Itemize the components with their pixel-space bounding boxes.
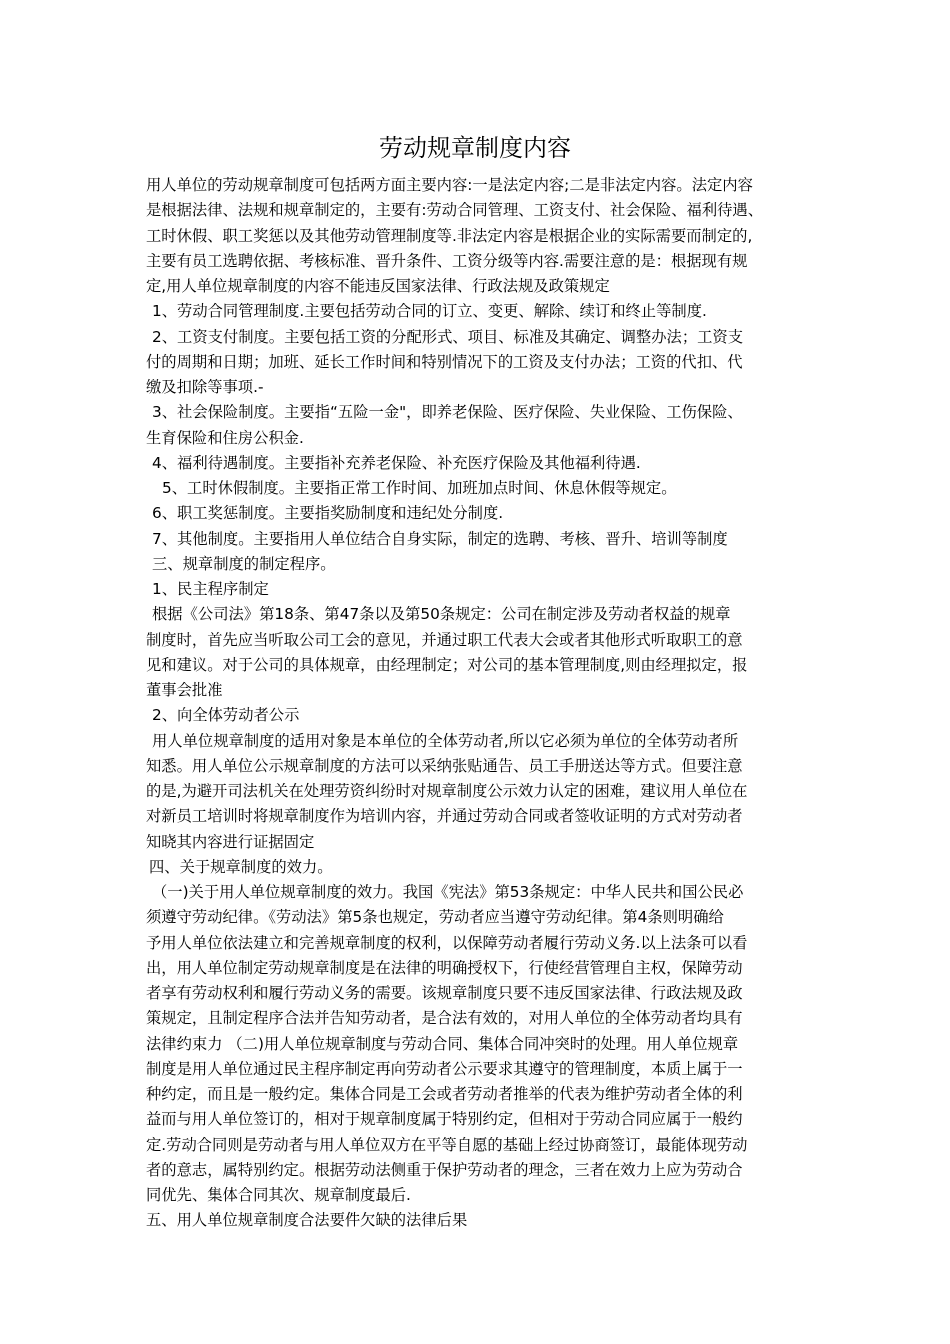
- text-line: 是根据法律、法规和规章制定的，主要有:劳动合同管理、工资支付、社会保险、福利待遇、: [146, 201, 764, 220]
- text-line: 出，用人单位制定劳动规章制度是在法律的明确授权下，行使经营管理自主权，保障劳动: [146, 958, 743, 977]
- text-line: [146, 1234, 816, 1259]
- text-line: 知悉。用人单位公示规章制度的方法可以采纳张贴通告、员工手册送达等方式。但要注意: [146, 756, 743, 775]
- text-line: 制度时，首先应当听取公司工会的意见，并通过职工代表大会或者其他形式听取职工的意: [146, 630, 743, 649]
- text-line: 根据《公司法》第18条、第47条以及第50条规定：公司在制定涉及劳动者权益的规章: [152, 605, 731, 624]
- text-line: 种约定，而且是一般约定。集体合同是工会或者劳动者推举的代表为维护劳动者全体的利: [146, 1085, 743, 1103]
- text-line: 6、职工奖惩制度。主要指奖励制度和违纪处分制度.: [152, 504, 504, 523]
- text-line: 2、工资支付制度。主要包括工资的分配形式、项目、标准及其确定、调整办法；工资支: [152, 327, 744, 346]
- text-line: 定.劳动合同则是劳动者与用人单位双方在平等自愿的基础上经过协商签订，最能体现劳动: [146, 1135, 748, 1154]
- text-line: 同优先、集体合同其次、规章制度最后.: [146, 1186, 411, 1204]
- text-line: 对新员工培训时将规章制度作为培训内容，并通过劳动合同或者签收证明的方式对劳动者: [146, 807, 743, 826]
- text-line: 五、用人单位规章制度合法要件欠缺的法律后果: [146, 1211, 468, 1230]
- text-line: 1、民主程序制定: [152, 580, 269, 598]
- text-line: 三、规章制度的制定程序。: [152, 554, 336, 573]
- text-line: 四、关于规章制度的效力。: [149, 857, 333, 876]
- text-line: 生育保险和住房公积金.: [146, 428, 304, 447]
- text-line: 定,用人单位规章制度的内容不能违反国家法律、行政法规及政策规定: [146, 277, 610, 295]
- text-line: 董事会批准: [146, 681, 223, 699]
- text-line: 2、向全体劳动者公示: [152, 706, 300, 725]
- text-line: 3、社会保险制度。主要指“五险一金"，即养老保险、医疗保险、失业保险、工伤保险、: [152, 403, 743, 422]
- text-line: 的是,为避开司法机关在处理劳资纠纷时对规章制度公示效力认定的困难，建议用人单位在: [146, 782, 748, 800]
- text-line: 1、劳动合同管理制度.主要包括劳动合同的订立、变更、解除、续订和终止等制度.: [152, 302, 707, 321]
- text-line: 用人单位的劳动规章制度可包括两方面主要内容:一是法定内容;二是非法定内容。法定内容: [146, 176, 753, 194]
- text-line: 者的意志，属特别约定。根据劳动法侧重于保护劳动者的理念，三者在效力上应为劳动合: [146, 1160, 743, 1179]
- text-line: 5、工时休假制度。主要指正常工作时间、加班加点时间、休息休假等规定。: [162, 479, 677, 497]
- text-line: 者享有劳动权利和履行劳动义务的需要。该规章制度只要不违反国家法律、行政法规及政: [146, 984, 743, 1002]
- text-line: 付的周期和日期；加班、延长工作时间和特别情况下的工资及支付办法；工资的代扣、代: [146, 352, 743, 371]
- text-line: 制度是用人单位通过民主程序制定再向劳动者公示要求其遵守的管理制度，本质上属于一: [146, 1059, 743, 1078]
- text-line: （一)关于用人单位规章制度的效力。我国《宪法》第53条规定：中华人民共和国公民必: [152, 883, 744, 901]
- text-line: 策规定，且制定程序合法并告知劳动者，是合法有效的，对用人单位的全体劳动者均具有: [146, 1009, 743, 1028]
- text-line: 见和建议。对于公司的具体规章，由经理制定；对公司的基本管理制度,则由经理拟定，报: [146, 655, 748, 674]
- document-title: 劳动规章制度内容: [379, 134, 571, 162]
- text-line: 益而与用人单位签订的，相对于规章制度属于特别约定，但相对于劳动合同应属于一般约: [146, 1110, 743, 1129]
- text-line: 法律约束力 （二)用人单位规章制度与劳动合同、集体合同冲突时的处理。用人单位规章: [146, 1034, 739, 1053]
- text-line: 主要有员工选聘依据、考核标准、晋升条件、工资分级等内容.需要注意的是：根据现有规: [146, 251, 748, 270]
- text-line: 须遵守劳动纪律。《劳动法》第5条也规定，劳动者应当遵守劳动纪律。第4条则明确给: [146, 908, 724, 927]
- text-line: 工时休假、职工奖惩以及其他劳动管理制度等.非法定内容是根据企业的实际需要而制定的,: [146, 226, 753, 245]
- text-line: 用人单位规章制度的适用对象是本单位的全体劳动者,所以它必须为单位的全体劳动者所: [152, 731, 739, 750]
- text-line: 4、福利待遇制度。主要指补充养老保险、补充医疗保险及其他福利待遇.: [152, 453, 641, 472]
- document-body: [146, 173, 816, 1259]
- text-line: 知晓其内容进行证据固定: [146, 832, 315, 851]
- text-line: 予用人单位依法建立和完善规章制度的权利，以保障劳动者履行劳动义务.以上法条可以看: [146, 933, 748, 952]
- text-line: 7、其他制度。主要指用人单位结合自身实际，制定的选聘、考核、晋升、培训等制度: [152, 529, 728, 548]
- text-line: 缴及扣除等事项.-: [146, 378, 264, 396]
